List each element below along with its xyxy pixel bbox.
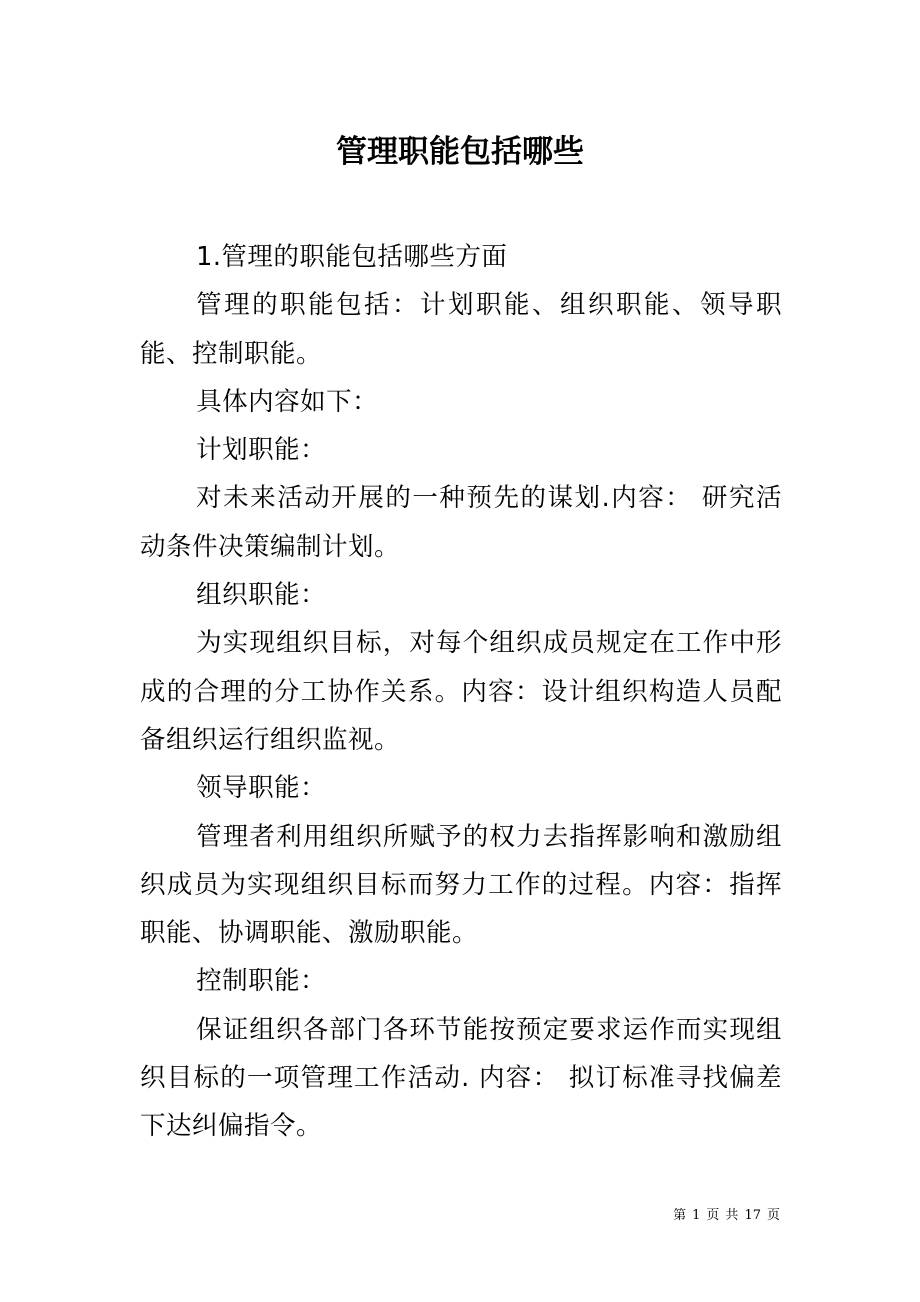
paragraph-heading-1: 1.管理的职能包括哪些方面 <box>196 242 508 272</box>
paragraph-leading-heading: 领导职能： <box>196 773 327 804</box>
paragraph-controlling-body: 保证组织各部门各环节能按预定要求运作而实现组织目标的一项管理工作活动. 内容： 拟订标准寻找偏差下达纠偏指令。 <box>140 1014 782 1142</box>
paragraph-functions-summary: 管理的职能包括：计划职能、组织职能、领导职能、控制职能。 <box>140 290 782 369</box>
footer-page-label: 页 <box>706 1208 720 1223</box>
paragraph-details-intro: 具体内容如下： <box>196 386 379 417</box>
paragraph-planning-heading: 计划职能： <box>196 435 327 466</box>
page-number-footer <box>673 1206 780 1226</box>
footer-total-pages: 17 <box>744 1208 761 1223</box>
paragraph-organizing-heading: 组织职能： <box>196 580 327 611</box>
footer-suffix: 页 <box>766 1208 780 1223</box>
footer-total-label: 共 <box>725 1208 739 1223</box>
document-body <box>140 233 782 1151</box>
document-title: 管理职能包括哪些 <box>336 134 584 170</box>
paragraph-organizing-body: 为实现组织目标，对每个组织成员规定在工作中形成的合理的分工协作关系。内容：设计组织构造人员配备组织运行组织监视。 <box>140 628 782 755</box>
paragraph-controlling-heading: 控制职能： <box>196 966 327 997</box>
footer-page-number: 1 <box>692 1208 701 1223</box>
footer-prefix: 第 <box>673 1208 687 1223</box>
paragraph-leading-body: 管理者利用组织所赋予的权力去指挥影响和激励组织成员为实现组织目标而努力工作的过程。内容：指挥职能、协调职能、激励职能。 <box>140 821 782 949</box>
paragraph-planning-body: 对未来活动开展的一种预先的谋划.内容： 研究活动条件决策编制计划。 <box>140 483 782 562</box>
